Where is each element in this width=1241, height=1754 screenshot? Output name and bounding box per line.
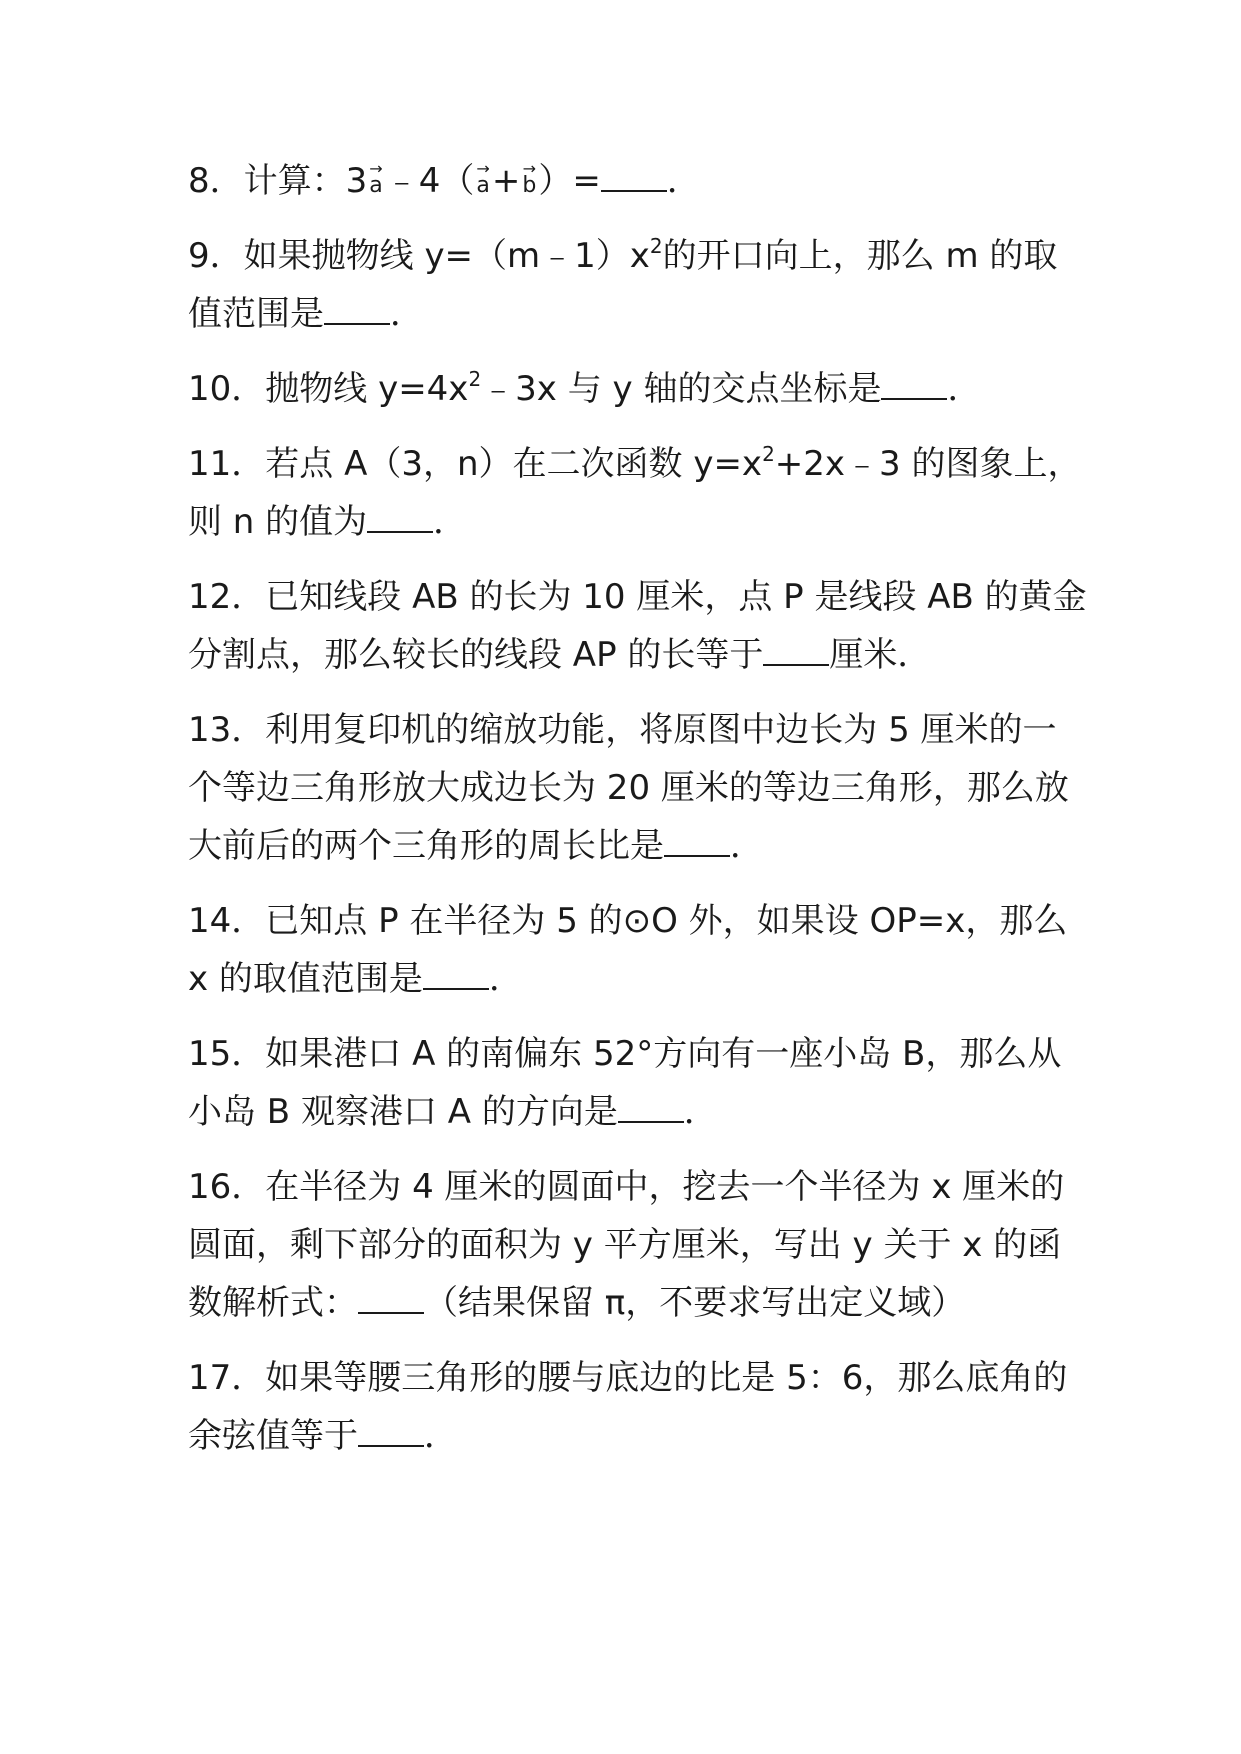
question-text: 分割点，那么较长的线段 AP 的长等于: [188, 635, 764, 675]
question-text: ．: [488, 959, 523, 999]
vector-arrow-icon: →: [369, 159, 383, 178]
question-text: +2x﹣3 的图象上，: [774, 444, 1082, 484]
question-line: [188, 285, 1058, 343]
question-text: 圆面，剩下部分的面积为 y 平方厘米，写出 y 关于 x 的函: [188, 1225, 1062, 1265]
vector-letter: a: [476, 173, 490, 198]
question-line: [188, 1216, 1062, 1274]
superscript: 2: [468, 367, 482, 391]
question-line: [188, 1274, 1058, 1332]
question-line: [188, 817, 1058, 875]
answer-blank[interactable]: [367, 503, 433, 533]
question-text: ．: [390, 294, 424, 334]
question-text: 则 n 的值为: [188, 502, 368, 542]
question-q11: [188, 435, 1082, 551]
question-line: [188, 435, 1082, 493]
question-line: [188, 1158, 1065, 1216]
question-text: 个等边三角形放大成边长为 20 厘米的等边三角形，那么放: [188, 768, 1069, 808]
question-text: 16．在半径为 4 厘米的圆面中，挖去一个半径为 x 厘米的: [188, 1167, 1065, 1207]
question-line: [188, 759, 1069, 817]
vector-symbol: [522, 159, 537, 198]
question-q16: [188, 1158, 1065, 1332]
question-q14: [188, 892, 1068, 1008]
question-q8: [188, 152, 1058, 210]
answer-blank[interactable]: [324, 295, 390, 325]
question-line: [188, 1349, 1068, 1407]
answer-blank[interactable]: [664, 827, 730, 857]
answer-blank[interactable]: [358, 1417, 424, 1447]
question-text: 厘米．: [829, 635, 932, 675]
question-line: [188, 1025, 1062, 1083]
question-text: ．: [666, 161, 701, 201]
answer-blank[interactable]: [601, 162, 667, 192]
question-text: 余弦值等于: [188, 1416, 358, 1456]
question-line: [188, 568, 1087, 626]
vector-arrow-icon: →: [476, 159, 490, 178]
superscript: 2: [649, 234, 663, 258]
question-line: [188, 892, 1068, 950]
question-text: ﹣3x 与 y 轴的交点坐标是: [481, 369, 882, 409]
question-list: [188, 152, 1087, 1482]
question-text: 数解析式：: [188, 1283, 358, 1323]
question-line: [188, 1083, 1058, 1141]
question-q10: [188, 360, 1058, 418]
question-text: ）=: [538, 161, 601, 201]
question-text: x 的取值范围是: [188, 959, 423, 999]
answer-blank[interactable]: [881, 370, 947, 400]
question-text: 值范围是: [188, 294, 324, 334]
question-text: 11．若点 A（3，n）在二次函数 y=x: [188, 444, 763, 484]
vector-symbol: [476, 159, 490, 198]
question-text: ﹣4（: [384, 161, 475, 201]
question-text: ．: [947, 369, 982, 409]
question-text: 的开口向上，那么 m 的取: [662, 236, 1058, 276]
question-text: 14．已知点 P 在半径为 5 的⊙O 外，如果设 OP=x，那么: [188, 901, 1068, 941]
answer-blank[interactable]: [618, 1093, 684, 1123]
question-line: [188, 950, 1058, 1008]
question-text: 17．如果等腰三角形的腰与底边的比是 5：6，那么底角的: [188, 1358, 1068, 1398]
vector-symbol: [369, 159, 383, 198]
vector-letter: a: [369, 173, 383, 198]
question-text: （结果保留 π，不要求写出定义域）: [424, 1283, 966, 1323]
answer-blank[interactable]: [423, 960, 489, 990]
question-text: 大前后的两个三角形的周长比是: [188, 826, 664, 866]
question-text: 9．如果抛物线 y=（m﹣1）x: [188, 236, 650, 276]
question-text: 13．利用复印机的缩放功能，将原图中边长为 5 厘米的一: [188, 710, 1057, 750]
answer-blank[interactable]: [763, 636, 829, 666]
question-q15: [188, 1025, 1062, 1141]
question-text: 12．已知线段 AB 的长为 10 厘米，点 P 是线段 AB 的黄金: [188, 577, 1087, 617]
answer-blank[interactable]: [358, 1284, 424, 1314]
superscript: 2: [762, 442, 775, 466]
question-line: [188, 493, 1058, 551]
question-line: [188, 626, 1058, 684]
vector-letter: b: [522, 173, 537, 198]
question-text: ．: [683, 1092, 718, 1132]
question-line: [188, 227, 1058, 285]
question-text: ．: [730, 826, 764, 866]
question-text: ．: [433, 502, 468, 542]
question-line: [188, 701, 1058, 759]
question-text: 8．计算：3: [188, 161, 368, 201]
question-text: +: [491, 161, 521, 201]
question-q9: [188, 227, 1058, 343]
question-text: ．: [424, 1416, 458, 1456]
question-q17: [188, 1349, 1068, 1465]
question-text: 10．抛物线 y=4x: [188, 369, 469, 409]
question-text: 15．如果港口 A 的南偏东 52°方向有一座小岛 B，那么从: [188, 1034, 1062, 1074]
question-text: 小岛 B 观察港口 A 的方向是: [188, 1092, 618, 1132]
question-q13: [188, 701, 1069, 875]
question-line: [188, 360, 1058, 418]
vector-arrow-icon: →: [522, 159, 537, 178]
question-q12: [188, 568, 1087, 684]
question-line: [188, 1407, 1058, 1465]
question-line: [188, 152, 1058, 210]
